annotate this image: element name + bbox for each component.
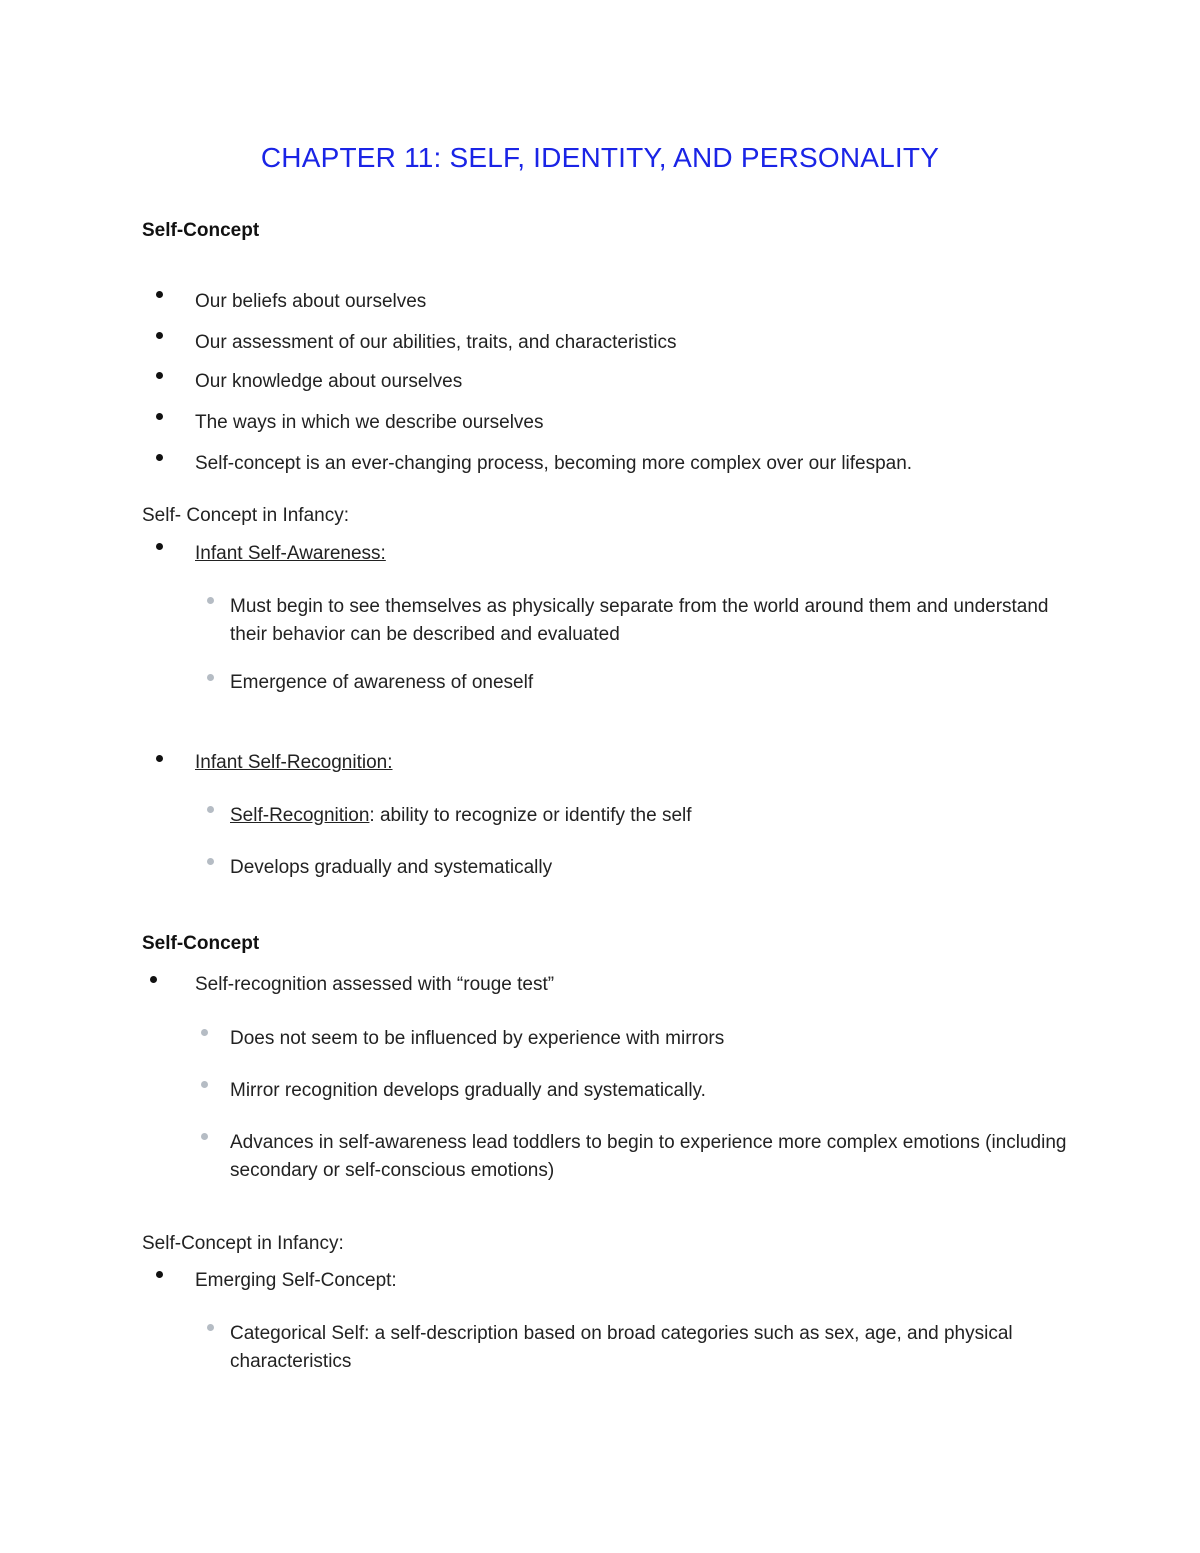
- list-item: [230, 802, 1070, 830]
- bullet-icon: [156, 413, 163, 420]
- bullet-icon: [156, 332, 163, 339]
- subheading-infant-self-recognition: Infant Self-Recognition:: [195, 752, 393, 773]
- list-item: Self-concept is an ever-changing process, becoming more complex over our lifespan.: [195, 453, 913, 474]
- bullet-icon: [156, 291, 163, 298]
- bullet-icon: [207, 674, 214, 681]
- list-item: Self-recognition assessed with “rouge test”: [195, 974, 555, 995]
- bullet-icon: [156, 372, 163, 379]
- bullet-icon: [201, 1081, 208, 1088]
- section-heading-infancy: Self- Concept in Infancy:: [142, 505, 349, 526]
- section-heading-self-concept-2: Self-Concept: [142, 933, 260, 954]
- list-item: Develops gradually and systematically: [230, 857, 553, 878]
- bullet-icon: [156, 454, 163, 461]
- definition-text: : ability to recognize or identify the self: [369, 805, 692, 826]
- list-item: Must begin to see themselves as physically separate from the world around them and understand their behavior can be described and evaluated: [230, 596, 1049, 645]
- list-item: Emerging Self-Concept:: [195, 1270, 397, 1291]
- list-item: Mirror recognition develops gradually and systematically.: [230, 1080, 706, 1101]
- list-item: Our knowledge about ourselves: [195, 371, 463, 392]
- list-item: Emergence of awareness of oneself: [230, 672, 534, 693]
- list-item: Categorical Self: a self-description based on broad categories such as sex, age, and physical characteristics: [230, 1323, 1013, 1372]
- bullet-icon: [201, 1133, 208, 1140]
- bullet-icon: [207, 597, 214, 604]
- term-self-recognition: Self-Recognition: [230, 805, 370, 826]
- list-item: Advances in self-awareness lead toddlers to begin to experience more complex emotions (including secondary or self-conscious emotions): [230, 1132, 1067, 1181]
- bullet-icon: [156, 1271, 163, 1278]
- bullet-icon: [207, 858, 214, 865]
- bullet-icon: [201, 1029, 208, 1036]
- section-heading-infancy-2: Self-Concept in Infancy:: [142, 1233, 344, 1254]
- list-item: The ways in which we describe ourselves: [195, 412, 544, 433]
- bullet-icon: [156, 755, 163, 762]
- bullet-icon: [156, 543, 163, 550]
- bullet-icon: [207, 806, 214, 813]
- subheading-infant-self-awareness: Infant Self-Awareness:: [195, 543, 386, 564]
- bullet-icon: [207, 1324, 214, 1331]
- bullet-icon: [150, 976, 157, 983]
- list-item: Our beliefs about ourselves: [195, 291, 427, 312]
- list-item: Our assessment of our abilities, traits, and characteristics: [195, 332, 677, 353]
- chapter-title: CHAPTER 11: SELF, IDENTITY, AND PERSONALITY: [260, 142, 940, 173]
- section-heading-self-concept: Self-Concept: [142, 220, 260, 241]
- list-item: Does not seem to be influenced by experience with mirrors: [230, 1028, 725, 1049]
